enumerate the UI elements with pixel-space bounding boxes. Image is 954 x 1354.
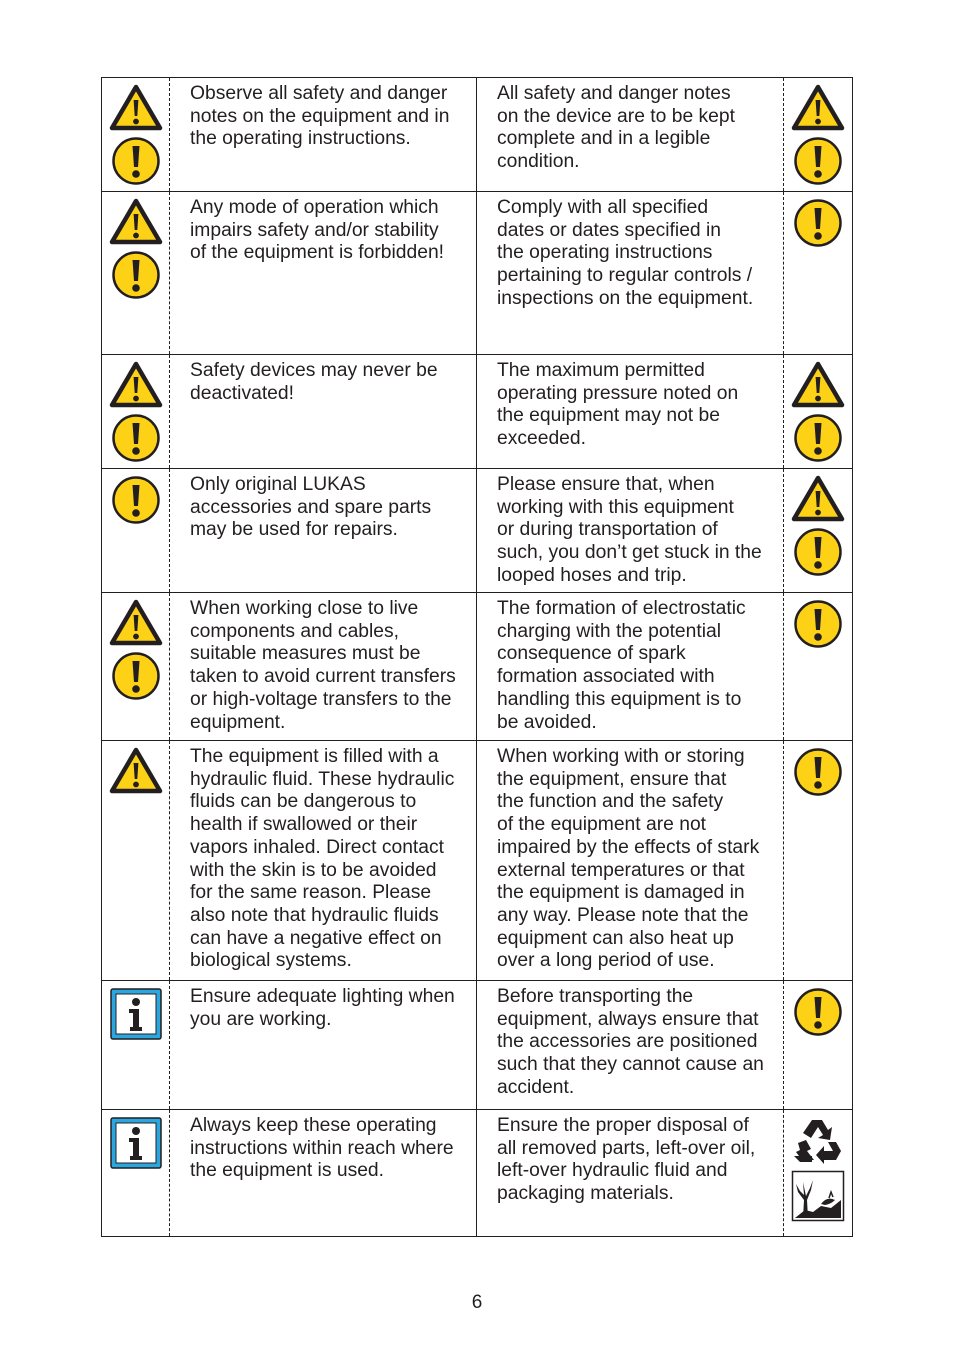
left-icon-cell	[102, 593, 170, 741]
left-note-cell	[170, 981, 477, 1110]
left-icon-stack	[102, 469, 169, 529]
right-icon-stack	[784, 192, 852, 252]
left-note-text: Safety devices may never be deactivated!	[190, 360, 438, 404]
left-icon-cell	[102, 78, 170, 192]
safety-note-row	[102, 192, 853, 355]
warning-triangle-icon	[791, 361, 845, 413]
exclamation-circle-icon	[793, 198, 843, 252]
left-icon-cell	[102, 355, 170, 469]
safety-note-row	[102, 1110, 853, 1237]
right-note-text: Ensure the proper disposal of all removed parts, left-over oil, left-over hydraulic fluid and packaging materials.	[497, 1115, 756, 1205]
right-note-text: The formation of electrostatic charging with the potential consequence of spark formation associated with handling this equipment is to be avoided.	[497, 598, 746, 733]
right-note-cell	[477, 593, 784, 741]
info-icon	[109, 1116, 163, 1174]
right-note-cell	[477, 1110, 784, 1237]
left-icon-cell	[102, 469, 170, 593]
right-icon-stack	[784, 469, 852, 581]
right-icon-stack	[784, 741, 852, 801]
exclamation-circle-icon	[111, 651, 161, 705]
right-icon-stack	[784, 355, 852, 467]
right-icon-stack	[784, 981, 852, 1041]
left-note-text: Always keep these operating instructions within reach where the equipment is used.	[190, 1115, 454, 1182]
left-icon-stack	[102, 741, 169, 799]
right-note-text: All safety and danger notes on the device are to be kept complete and in a legible condition.	[497, 83, 735, 173]
right-icon-cell	[784, 78, 853, 192]
left-note-text: When working close to live components and cables, suitable measures must be taken to avoid current transfers or high-voltage transfers to the equipment.	[190, 598, 456, 733]
left-icon-stack	[102, 355, 169, 467]
left-note-cell	[170, 78, 477, 192]
right-icon-cell	[784, 981, 853, 1110]
right-note-text: When working with or storing the equipment, ensure that the function and the safety of the equipment are not impaired by the effects of stark external temperatures or that the equipment is damaged in any way. Please note that the equipment can also heat up over a long period of use.	[497, 746, 760, 972]
left-note-text: Observe all safety and danger notes on the equipment and in the operating instructions.	[190, 83, 450, 150]
right-note-text: The maximum permitted operating pressure noted on the equipment may not be exceeded.	[497, 360, 739, 450]
exclamation-circle-icon	[793, 987, 843, 1041]
left-note-text: The equipment is filled with a hydraulic fluid. These hydraulic fluids can be dangerous to health if swallowed or their vapors inhaled. Direct contact with the skin is to be avoided for the same reason. Please also note that hydraulic fluids can have a negative effect on biological systems.	[190, 746, 455, 972]
warning-triangle-icon	[791, 475, 845, 527]
warning-triangle-icon	[109, 361, 163, 413]
right-icon-cell	[784, 593, 853, 741]
exclamation-circle-icon	[111, 475, 161, 529]
right-icon-cell	[784, 1110, 853, 1237]
safety-notes-table	[101, 77, 853, 1237]
right-note-cell	[477, 78, 784, 192]
warning-triangle-icon	[109, 599, 163, 651]
exclamation-circle-icon	[111, 250, 161, 304]
left-icon-cell	[102, 192, 170, 355]
safety-note-row	[102, 593, 853, 741]
right-icon-cell	[784, 192, 853, 355]
right-note-cell	[477, 192, 784, 355]
safety-note-row	[102, 981, 853, 1110]
safety-note-row	[102, 355, 853, 469]
right-icon-stack	[784, 78, 852, 190]
left-icon-cell	[102, 981, 170, 1110]
right-icon-stack	[784, 593, 852, 653]
warning-triangle-icon	[109, 198, 163, 250]
right-icon-cell	[784, 741, 853, 981]
safety-note-row	[102, 469, 853, 593]
left-note-cell	[170, 593, 477, 741]
warning-triangle-icon	[109, 747, 163, 799]
environmental-hazard-icon	[791, 1170, 845, 1226]
right-icon-cell	[784, 469, 853, 593]
left-note-cell	[170, 469, 477, 593]
safety-note-row	[102, 78, 853, 192]
left-icon-stack	[102, 1110, 169, 1174]
right-icon-cell	[784, 355, 853, 469]
exclamation-circle-icon	[793, 747, 843, 801]
right-note-cell	[477, 469, 784, 593]
left-icon-stack	[102, 192, 169, 304]
left-note-cell	[170, 355, 477, 469]
left-icon-cell	[102, 1110, 170, 1237]
exclamation-circle-icon	[111, 413, 161, 467]
page-number: 6	[471, 1292, 483, 1313]
info-icon	[109, 987, 163, 1045]
exclamation-circle-icon	[111, 136, 161, 190]
exclamation-circle-icon	[793, 136, 843, 190]
warning-triangle-icon	[791, 84, 845, 136]
right-note-cell	[477, 981, 784, 1110]
left-note-text: Ensure adequate lighting when you are working.	[190, 986, 455, 1030]
left-note-text: Only original LUKAS accessories and spare parts may be used for repairs.	[190, 474, 432, 541]
left-note-cell	[170, 192, 477, 355]
left-note-cell	[170, 741, 477, 981]
safety-note-row	[102, 741, 853, 981]
exclamation-circle-icon	[793, 527, 843, 581]
right-note-text: Please ensure that, when working with this equipment or during transportation of such, you don’t get stuck in the looped hoses and trip.	[497, 474, 762, 586]
recycling-icon	[792, 1116, 844, 1170]
exclamation-circle-icon	[793, 413, 843, 467]
right-note-text: Before transporting the equipment, always ensure that the accessories are positioned such that they cannot cause an accident.	[497, 986, 764, 1098]
right-icon-stack	[784, 1110, 852, 1226]
right-note-text: Comply with all specified dates or dates specified in the operating instructions pertaining to regular controls / inspections on the equipment.	[497, 197, 754, 309]
right-note-cell	[477, 355, 784, 469]
left-icon-stack	[102, 593, 169, 705]
left-icon-cell	[102, 741, 170, 981]
left-icon-stack	[102, 981, 169, 1045]
left-icon-stack	[102, 78, 169, 190]
right-note-cell	[477, 741, 784, 981]
exclamation-circle-icon	[793, 599, 843, 653]
left-note-cell	[170, 1110, 477, 1237]
warning-triangle-icon	[109, 84, 163, 136]
safety-notes-rows	[102, 78, 853, 1237]
left-note-text: Any mode of operation which impairs safety and/or stability of the equipment is forbidden!	[190, 197, 445, 264]
